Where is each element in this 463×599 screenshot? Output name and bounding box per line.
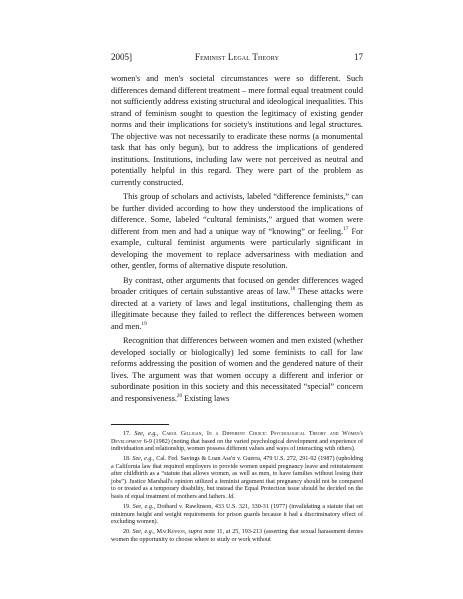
footnote-20-signal: See, e.g., bbox=[132, 529, 155, 536]
paragraph-3-text-a: By contrast, other arguments that focused on gender differences waged broader critiques of certain substantive areas of law. bbox=[111, 275, 363, 296]
footnote-18-number: 18. bbox=[123, 456, 131, 463]
footnote-19-number: 19. bbox=[123, 503, 131, 510]
paragraph-4-text-b: Existing laws bbox=[182, 393, 230, 403]
footnote-19 bbox=[111, 504, 363, 527]
paragraph-2 bbox=[111, 191, 363, 272]
footnote-ref-20[interactable]: 20 bbox=[176, 392, 183, 399]
footnote-20-author: MacKinnon, bbox=[154, 529, 189, 536]
footnote-17-number: 17. bbox=[123, 431, 131, 437]
paragraph-2-text-b: For example, cultural feminist arguments were particularly significant in developing the movement to replace adversariness with mediation and other, gentler, forms of alternative dispute resolution. bbox=[111, 226, 363, 270]
footnotes bbox=[111, 431, 363, 547]
footnote-ref-17[interactable]: 17 bbox=[343, 225, 349, 232]
main-text bbox=[111, 73, 363, 407]
paragraph-3-text-b: These attacks were directed at a variety of laws and legal institutions, challenging them as illegitimate because they failed to reflect the differences between women and men. bbox=[111, 287, 364, 331]
header-page-number: 17 bbox=[354, 52, 363, 62]
footnote-19-signal: See, e.g., bbox=[132, 503, 156, 510]
paragraph-3 bbox=[111, 275, 363, 333]
footnote-17-work: In a Different Choice: Psychological Theory and Women's Development bbox=[111, 431, 364, 445]
footnote-19-text: Dothard v. Rawlinson, 433 U.S. 321, 330-31 (1977) (invalidating a statute that set minimum height and weight requirements for prison guards because it had a discriminatory effect of excluding women). bbox=[111, 503, 363, 526]
footnote-ref-18[interactable]: 18 bbox=[289, 286, 296, 293]
footnote-18 bbox=[111, 456, 363, 502]
footnote-18-id: Id. bbox=[228, 494, 235, 501]
footnote-separator bbox=[111, 424, 169, 425]
header-journal-title: Feminist Legal Theory bbox=[194, 52, 280, 62]
header-year: 2005] bbox=[111, 52, 132, 62]
footnote-18-signal: See, e.g., bbox=[132, 456, 155, 463]
paragraph-2-text-a: This group of scholars and activists, labeled “difference feminists,” can be further divided according to how they understood the implications of difference. Some, labeled “cultural feminists,” argued that women were different from men and had a unique way of “knowing” or feeling. bbox=[111, 192, 363, 236]
running-header bbox=[111, 51, 363, 63]
paragraph-4 bbox=[111, 335, 363, 404]
footnote-20-text: note 11, at 25, 193-213 (asserting that sexual harassment denies women the opportunity to choose where to study or work without bbox=[111, 529, 363, 543]
paragraph-1-text: women's and men's societal circumstances were so different. Such differences demand different treatment – mere formal equal treatment could not sufficiently address existing structural and ideological inequalities. This strand of feminism sought to question the legitimacy of existing gender norms and their implications for society's institutions and legal structures. The objective was not necessarily to eradicate these norms (a monumental task that has only begun), but to address the implications of gendered institutions. Institutions, including law were not perceived as neutral and potentially helpful in this regard. They were part of the problem as currently constructed. bbox=[111, 74, 363, 187]
footnote-18-text: Cal. Fed. Savings & Loan Ass'n v. Guerra, 479 U.S. 272, 291-92 (1987) (upholding a California law that required employers to provide women unpaid pregnancy leave and reinstatement after childbirth as a “statute that allows women, as well as men, to have families without losing their jobs”). Justice Marshall's opinion utilized a feminist argument that pregnancy should not be compared to or treated as a temporary disability, but instead the Equal Protection issue should be decided on the basis of equal treatment of mothers and fathers. bbox=[111, 456, 363, 501]
paragraph-4-text-a: Recognition that differences between women and men existed (whether developed socially or biologically) led some feminists to call for law reforms addressing the position of women and the gendered nature of their lives. The argument was that women occupy a different and inferior or subordinate position in this society and this necessitated “special” concern and responsiveness. bbox=[111, 336, 363, 403]
paragraph-1 bbox=[111, 73, 363, 188]
footnote-20 bbox=[111, 529, 363, 544]
footnote-17-author: Carol Gilligan, bbox=[158, 431, 207, 437]
footnote-20-number: 20. bbox=[123, 529, 131, 536]
footnote-17 bbox=[111, 431, 363, 454]
footnote-17-signal: See, e.g., bbox=[134, 431, 159, 437]
footnote-17-text: 6-9 (1982) (noting that based on the varied psychological development and experience of individuation and relationship, women possess different values and ways of interacting with others). bbox=[111, 438, 363, 453]
footnote-20-supra: supra bbox=[188, 529, 203, 536]
footnote-ref-19[interactable]: 19 bbox=[141, 320, 147, 327]
